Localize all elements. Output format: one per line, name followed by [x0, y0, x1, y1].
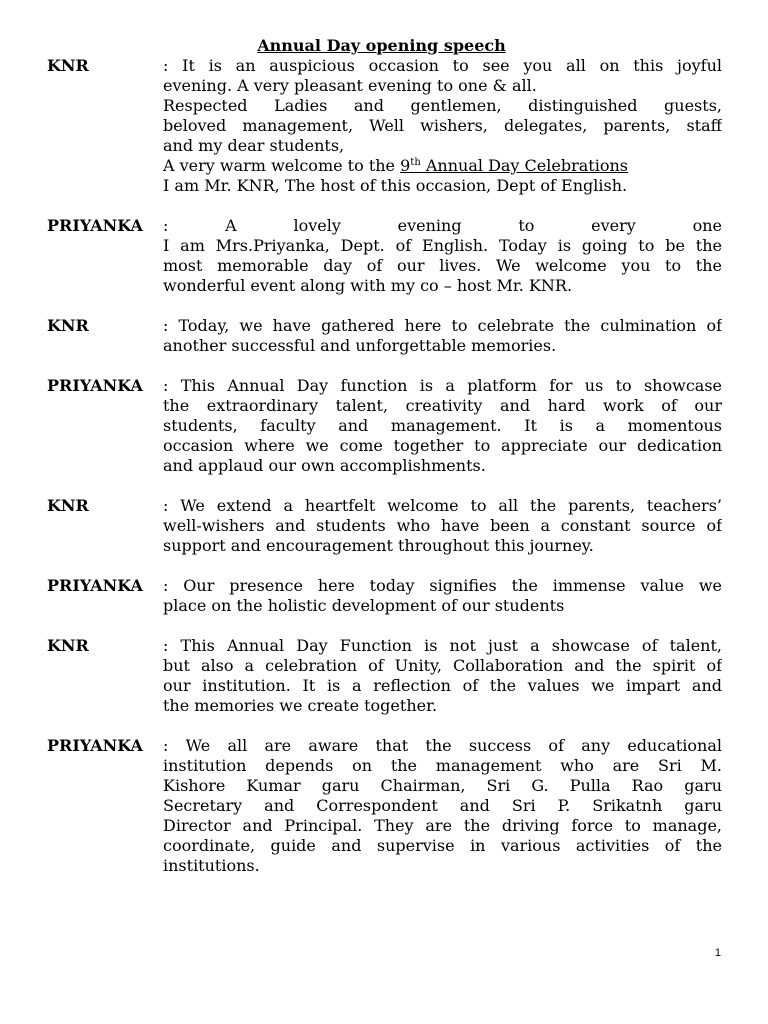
event-title: Annual Day Celebrations [420, 156, 628, 175]
speech-text [163, 496, 722, 556]
speaker-name: PRIYANKA [47, 736, 143, 755]
speech-line: Director and Principal. They are the driving force to manage, [163, 816, 722, 835]
speech-text [163, 636, 722, 716]
event-name [400, 156, 628, 175]
speech-line: : A lovely evening to every one [163, 216, 722, 235]
speech-line: : Our presence here today signifies the immense value we [163, 576, 722, 595]
speaker-name: PRIYANKA [47, 376, 143, 395]
speech-line: well-wishers and students who have been a constant source of [163, 516, 722, 535]
speech-line: I am Mr. KNR, The host of this occasion, Dept of English. [163, 176, 628, 195]
speech-line: : Today, we have gathered here to celebrate the culmination of [163, 316, 722, 335]
speech-line: wonderful event along with my co – host Mr. KNR. [163, 276, 573, 295]
speech-line: beloved management, Well wishers, delegates, parents, staff [163, 116, 722, 135]
speaker-name: KNR [47, 56, 89, 75]
speech-line: institutions. [163, 856, 260, 875]
speech-text [163, 376, 722, 476]
dialogue-entry [47, 576, 722, 616]
speech-line: occasion where we come together to appreciate our dedication [163, 436, 722, 455]
dialogue-entry [47, 56, 722, 196]
document-title: Annual Day opening speech [257, 36, 506, 55]
dialogue-entry [47, 496, 722, 556]
page-number: 1 [714, 947, 721, 959]
dialogue-entry [47, 316, 722, 356]
speech-line: and applaud our own accomplishments. [163, 456, 486, 475]
speech-text [163, 736, 722, 876]
speech-line: most memorable day of our lives. We welcome you to the [163, 256, 722, 275]
speaker-name: KNR [47, 496, 89, 515]
speech-line: our institution. It is a reflection of the values we impart and [163, 676, 722, 695]
speaker-name: PRIYANKA [47, 216, 143, 235]
speech-line: support and encouragement throughout this journey. [163, 536, 594, 555]
speech-line: the extraordinary talent, creativity and hard work of our [163, 396, 722, 415]
welcome-line [163, 156, 722, 176]
speech-text [163, 216, 722, 296]
speech-text [163, 576, 722, 616]
speaker-name: PRIYANKA [47, 576, 143, 595]
dialogue-entry [47, 736, 722, 876]
speech-line: coordinate, guide and supervise in various activities of the [163, 836, 722, 855]
dialogue-entry [47, 376, 722, 476]
welcome-prefix: A very warm welcome to the [163, 156, 401, 175]
ordinal-suffix: th [410, 157, 421, 168]
speech-line: : This Annual Day Function is not just a showcase of talent, [163, 636, 722, 655]
speech-line: the memories we create together. [163, 696, 438, 715]
speech-line: institution depends on the management who are Sri M. [163, 756, 722, 775]
dialogue-entry [47, 216, 722, 296]
speech-line: : We all are aware that the success of any educational [163, 736, 722, 755]
speech-line: and my dear students, [163, 136, 345, 155]
speech-text [163, 316, 722, 356]
speaker-name: KNR [47, 636, 89, 655]
speech-line: another successful and unforgettable memories. [163, 336, 557, 355]
speech-line: : It is an auspicious occasion to see you all on this joyful [163, 56, 722, 75]
speech-line: Respected Ladies and gentlemen, distinguished guests, [163, 96, 722, 115]
speech-line: place on the holistic development of our students [163, 596, 565, 615]
speech-line: Secretary and Correspondent and Sri P. Srikatnh garu [163, 796, 722, 815]
speech-line: : We extend a heartfelt welcome to all the parents, teachers’ [163, 496, 722, 515]
speaker-name: KNR [47, 316, 89, 335]
speech-line: I am Mrs.Priyanka, Dept. of English. Today is going to be the [163, 236, 722, 255]
speech-text [163, 56, 722, 196]
speech-line: but also a celebration of Unity, Collaboration and the spirit of [163, 656, 722, 675]
event-ordinal: 9 [400, 156, 411, 175]
speech-line: : This Annual Day function is a platform for us to showcase [163, 376, 722, 395]
dialogue-list [47, 56, 722, 876]
dialogue-entry [47, 636, 722, 716]
speech-line: Kishore Kumar garu Chairman, Sri G. Pulla Rao garu [163, 776, 722, 795]
speech-line: evening. A very pleasant evening to one & all. [163, 76, 537, 95]
speech-line: students, faculty and management. It is a momentous [163, 416, 722, 435]
